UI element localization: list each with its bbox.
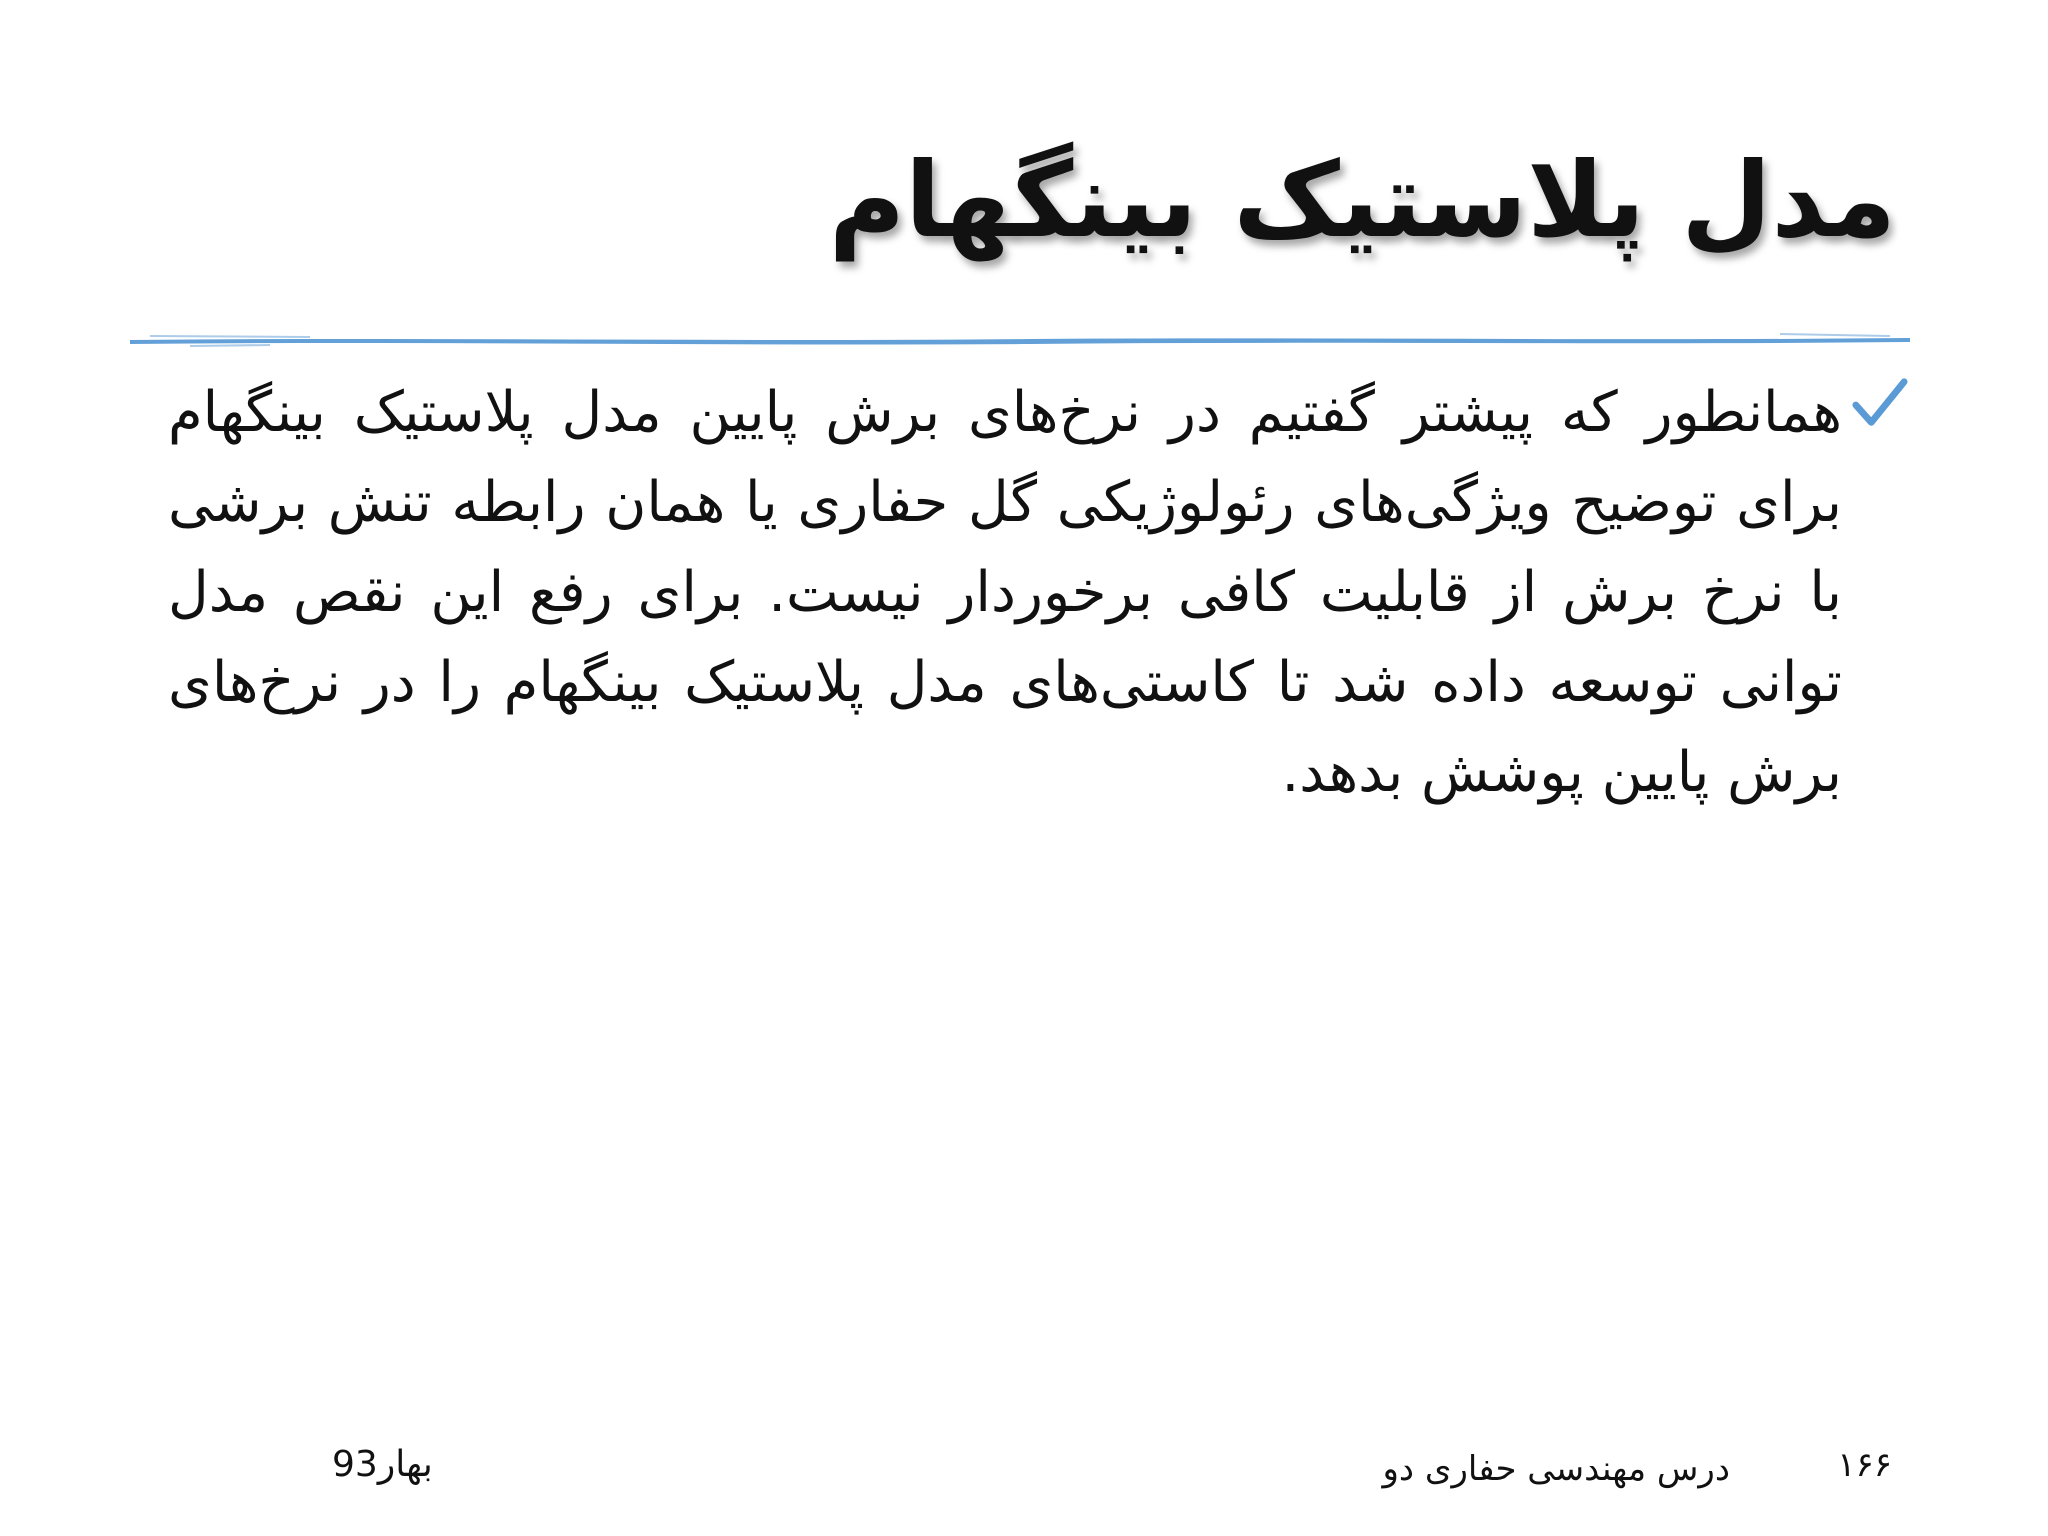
bullet-text: همانطور که پیشتر گفتیم در نرخ‌های برش پایین مدل پلاستیک بینگهام برای توضیح ویژگی‌های رئولوژیکی گل حفاری یا همان رابطه تنش برشی با نرخ برش از قابلیت کافی برخوردار نیست. برای رفع این نقص مدل توانی توسعه داده شد تا کاستی‌های مدل پلاستیک بینگهام را در نرخ‌های برش پایین پوشش بدهد. xyxy=(168,380,1842,805)
checkmark-icon xyxy=(1850,376,1908,434)
page-number: ۱۶۶ xyxy=(1837,1445,1892,1485)
bullet-item xyxy=(168,368,1908,818)
title-divider xyxy=(130,328,1910,350)
footer-course-name: درس مهندسی حفاری دو xyxy=(1382,1449,1730,1489)
footer-term: بهار93 xyxy=(332,1444,433,1485)
slide-title: مدل پلاستیک بینگهام xyxy=(828,139,1896,261)
